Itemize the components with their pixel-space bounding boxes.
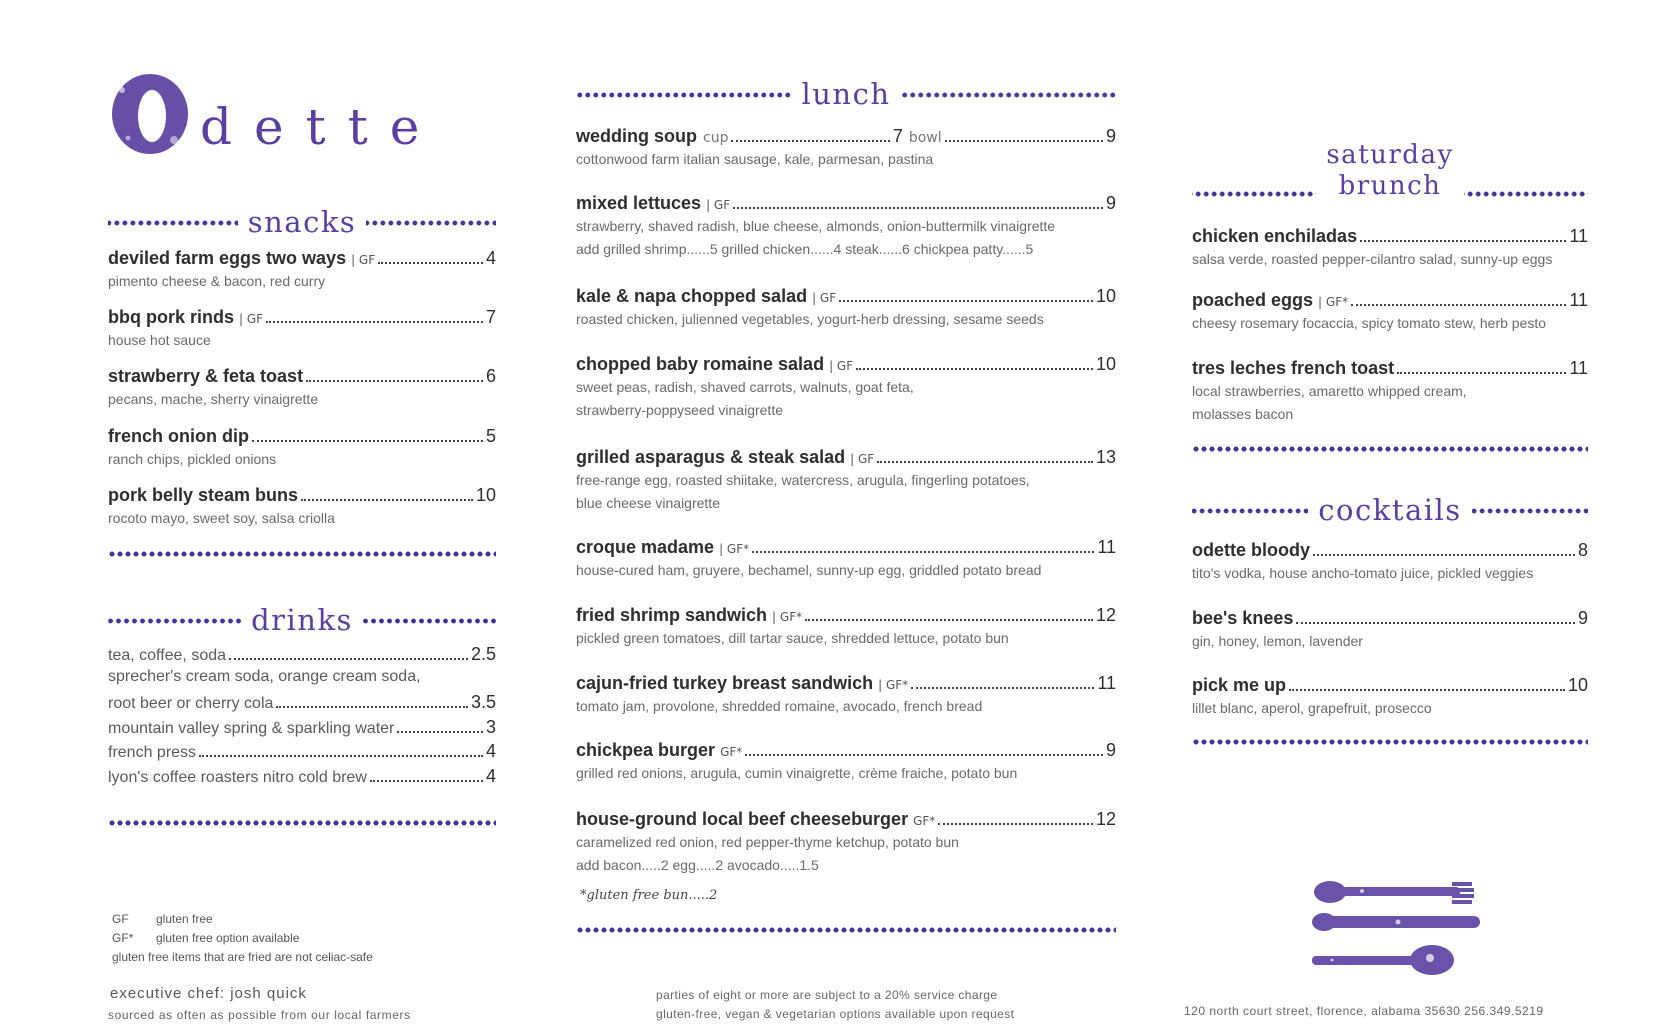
- menu-item-line: [576, 809, 1116, 830]
- menu-item-line: [108, 248, 496, 269]
- menu-item: [576, 605, 1116, 649]
- drink-name: french press: [108, 744, 197, 761]
- dot-leader: [839, 300, 1093, 302]
- item-name: wedding soup: [576, 126, 697, 146]
- item-name: french onion dip: [108, 426, 249, 446]
- legend-fried-note: gluten free items that are fried are not celiac-safe: [112, 950, 373, 964]
- dot-divider: [366, 220, 496, 226]
- menu-item-line: [576, 286, 1116, 307]
- dot-divider: [1192, 191, 1316, 197]
- lunch-title: lunch: [801, 77, 891, 111]
- menu-item: [576, 447, 1116, 514]
- item-price: 11: [1097, 537, 1116, 557]
- dot-leader: [911, 687, 1094, 689]
- brunch-header: [1192, 140, 1588, 202]
- item-description: sweet peas, radish, shaved carrots, walnuts, goat feta,: [576, 379, 914, 395]
- item-description: house-cured ham, gruyere, bechamel, sunny-up egg, griddled potato bread: [576, 562, 1042, 578]
- item-price: 10: [1095, 354, 1116, 374]
- drink-item: [108, 741, 496, 762]
- item-description-extra: add grilled shrimp......5 grilled chicken......4 steak......6 chickpea patty......5: [576, 241, 1034, 257]
- menu-item: [1192, 358, 1588, 425]
- address-phone: 120 north court street, florence, alabama 35630 256.349.5219: [1184, 1004, 1544, 1018]
- cocktails-title: cocktails: [1318, 493, 1462, 527]
- dot-divider: [576, 92, 791, 98]
- brunch-title-line1: saturday: [1326, 140, 1454, 170]
- drink-name: tea, coffee, soda: [108, 647, 227, 664]
- dot-leader: [856, 368, 1093, 370]
- item-name: house-ground local beef cheeseburger: [576, 809, 909, 829]
- item-description: tomato jam, provolone, shredded romaine, avocado, french bread: [576, 698, 983, 714]
- menu-item: [108, 307, 496, 351]
- item-price: 4: [485, 248, 496, 268]
- dot-leader: [306, 380, 483, 382]
- dot-leader: [938, 823, 1093, 825]
- drink-line: [108, 741, 496, 762]
- menu-item-line: [576, 354, 1116, 375]
- item-price: 11: [1097, 673, 1116, 693]
- item-description-extra: molasses bacon: [1192, 406, 1294, 422]
- gf-badge: | GF: [351, 253, 376, 267]
- menu-item-line: [576, 447, 1116, 468]
- dot-leader: [1289, 689, 1565, 691]
- drink-name: mountain valley spring & sparkling water: [108, 720, 395, 737]
- drinks-title: drinks: [251, 603, 353, 637]
- item-price: 6: [485, 366, 496, 386]
- drink-name: sprecher's cream soda, orange cream soda,: [108, 668, 421, 685]
- sourced-note: sourced as often as possible from our local farmers: [108, 1008, 411, 1022]
- gf-badge: | GF*: [772, 610, 803, 624]
- item-name: tres leches french toast: [1192, 358, 1395, 378]
- cup-label: cup: [703, 130, 729, 146]
- drink-price: 4: [485, 741, 496, 761]
- menu-item: [1192, 675, 1588, 719]
- menu-item: [1192, 290, 1588, 334]
- dot-divider: [1464, 191, 1588, 197]
- menu-item: [1192, 226, 1588, 270]
- menu-item: [576, 673, 1116, 717]
- menu-item-line: [576, 673, 1116, 694]
- dot-leader: [752, 551, 1094, 553]
- menu-item: [576, 740, 1116, 784]
- menu-item-line: [576, 126, 1116, 147]
- item-price: 13: [1095, 447, 1116, 467]
- service-notes: [656, 986, 1014, 1024]
- item-description: roasted chicken, julienned vegetables, yogurt-herb dressing, sesame seeds: [576, 311, 1044, 327]
- cocktails-divider: [1192, 739, 1588, 745]
- item-price: 11: [1569, 226, 1588, 246]
- dietary-options-note: gluten-free, vegan & vegetarian options available upon request: [656, 1007, 1015, 1021]
- item-name: cajun-fried turkey breast sandwich: [576, 673, 874, 693]
- dot-leader: [378, 262, 483, 264]
- service-charge-note: parties of eight or more are subject to a 20% service charge: [656, 988, 998, 1002]
- item-name: pork belly steam buns: [108, 485, 299, 505]
- snacks-title: snacks: [247, 205, 357, 239]
- item-description-extra: add bacon.....2 egg.....2 avocado.....1.5: [576, 857, 819, 873]
- dot-divider: [108, 220, 238, 226]
- item-price: 9: [1577, 608, 1588, 628]
- legend-gfo-key: GF*: [112, 931, 134, 945]
- gf-badge: | GF: [829, 359, 854, 373]
- item-name: poached eggs: [1192, 290, 1314, 310]
- drink-item: [108, 692, 496, 713]
- menu-item-line: [1192, 540, 1588, 561]
- item-name: chicken enchiladas: [1192, 226, 1358, 246]
- item-name: mixed lettuces: [576, 193, 702, 213]
- dot-leader: [301, 499, 473, 501]
- menu-item-line: [1192, 358, 1588, 379]
- dot-leader: [370, 780, 483, 782]
- item-description: ranch chips, pickled onions: [108, 451, 277, 467]
- cocktails-header: [1192, 493, 1588, 527]
- legend-gf-text: gluten free: [156, 912, 213, 926]
- dot-leader: [252, 440, 483, 442]
- menu-item-line: [576, 537, 1116, 558]
- dot-leader: [805, 619, 1093, 621]
- gf-badge: | GF*: [878, 678, 909, 692]
- item-description: pecans, mache, sherry vinaigrette: [108, 391, 319, 407]
- brunch-title-line2: brunch: [1338, 171, 1442, 202]
- gf-badge: | GF: [812, 291, 837, 305]
- item-description: rocoto mayo, sweet soy, salsa criolla: [108, 510, 335, 526]
- item-name: bee's knees: [1192, 608, 1294, 628]
- menu-item: [576, 809, 1116, 876]
- drink-line: [108, 668, 496, 686]
- menu-item-line: [108, 426, 496, 447]
- dot-leader: [877, 461, 1093, 463]
- menu-item-line: [108, 485, 496, 506]
- utensils-stamp-icon: [1302, 868, 1490, 980]
- gf-badge: | GF*: [1318, 295, 1349, 309]
- dot-divider: [108, 618, 241, 624]
- gluten-legend: [112, 910, 373, 967]
- menu-item: [576, 126, 1116, 170]
- gf-badge: GF*: [720, 745, 743, 759]
- menu-item: [108, 426, 496, 470]
- item-name: odette bloody: [1192, 540, 1310, 560]
- item-description: lillet blanc, aperol, grapefruit, prosecco: [1192, 700, 1432, 716]
- dot-divider: [1192, 508, 1308, 514]
- item-name: strawberry & feta toast: [108, 366, 304, 386]
- gf-badge: GF*: [913, 814, 936, 828]
- item-price: 9: [1105, 193, 1116, 213]
- drink-price: 2.5: [470, 644, 496, 664]
- lunch-divider: [576, 927, 1116, 933]
- gf-badge: | GF*: [719, 542, 750, 556]
- item-price: 11: [1569, 290, 1588, 310]
- item-name: fried shrimp sandwich: [576, 605, 768, 625]
- dot-leader: [1296, 622, 1575, 624]
- menu-item-line: [1192, 675, 1588, 696]
- item-price: 8: [1577, 540, 1588, 560]
- item-description-extra: blue cheese vinaigrette: [576, 495, 720, 511]
- item-description: strawberry, shaved radish, blue cheese, almonds, onion-buttermilk vinaigrette: [576, 218, 1056, 234]
- menu-item-line: [576, 740, 1116, 761]
- dot-leader: [1313, 554, 1575, 556]
- item-description: gin, honey, lemon, lavender: [1192, 633, 1363, 649]
- menu-item-line: [576, 605, 1116, 626]
- item-description: house hot sauce: [108, 332, 211, 348]
- drink-item: [108, 644, 496, 665]
- item-name: deviled farm eggs two ways: [108, 248, 347, 268]
- gf-badge: | GF: [850, 452, 875, 466]
- snacks-header: [108, 205, 496, 239]
- menu-item: [1192, 540, 1588, 584]
- item-description: cheesy rosemary focaccia, spicy tomato stew, herb pesto: [1192, 315, 1547, 331]
- menu-item-line: [1192, 226, 1588, 247]
- item-description: caramelized red onion, red pepper-thyme ketchup, potato bun: [576, 834, 959, 850]
- item-price: 5: [485, 426, 496, 446]
- item-price: 9: [1105, 740, 1116, 760]
- item-name: grilled asparagus & steak salad: [576, 447, 846, 467]
- dot-leader: [1360, 240, 1566, 242]
- item-name: pick me up: [1192, 675, 1287, 695]
- brunch-title: [1326, 140, 1453, 202]
- menu-item: [1192, 608, 1588, 652]
- item-name: croque madame: [576, 537, 715, 557]
- item-price: 9: [1106, 126, 1117, 146]
- drink-line: [108, 692, 496, 713]
- drink-line: [108, 644, 496, 665]
- item-price: 12: [1095, 809, 1116, 829]
- item-name: chopped baby romaine salad: [576, 354, 825, 374]
- dot-divider: [1472, 508, 1588, 514]
- dot-leader: [733, 207, 1103, 209]
- drink-name: lyon's coffee roasters nitro cold brew: [108, 769, 367, 786]
- item-price: 12: [1095, 605, 1116, 625]
- drink-item: [108, 766, 496, 787]
- dot-leader: [745, 754, 1103, 756]
- menu-item: [108, 485, 496, 529]
- executive-chef: executive chef: josh quick: [110, 985, 307, 1002]
- item-description: grilled red onions, arugula, cumin vinaigrette, crème fraiche, potato bun: [576, 765, 1018, 781]
- dot-leader: [1351, 304, 1566, 306]
- menu-item: [108, 248, 496, 292]
- legend-gfo-text: gluten free option available: [156, 931, 300, 945]
- drink-price: 3: [485, 717, 496, 737]
- menu-item: [108, 366, 496, 410]
- lunch-header: [576, 77, 1116, 111]
- item-price: 10: [1095, 286, 1116, 306]
- drink-line: [108, 766, 496, 787]
- item-name: kale & napa chopped salad: [576, 286, 808, 306]
- gf-bun-note: *gluten free bun.....2: [580, 888, 718, 903]
- drink-item: [108, 717, 496, 738]
- menu-item-line: [1192, 290, 1588, 311]
- gf-badge: | GF: [239, 312, 264, 326]
- dot-divider: [363, 618, 496, 624]
- drink-name: root beer or cherry cola: [108, 695, 274, 712]
- menu-item: [576, 354, 1116, 421]
- logo-wordmark: dette: [200, 98, 442, 156]
- drink-line: [108, 717, 496, 738]
- drink-price: 3.5: [470, 692, 496, 712]
- item-description: local strawberries, amaretto whipped cream,: [1192, 383, 1467, 399]
- menu-item: [576, 193, 1116, 260]
- snacks-divider: [108, 551, 496, 557]
- drink-item: [108, 668, 496, 686]
- gf-badge: | GF: [706, 198, 731, 212]
- brunch-divider: [1192, 446, 1588, 452]
- dot-leader: [1397, 372, 1566, 374]
- item-description: pickled green tomatoes, dill tartar sauce, shredded lettuce, potato bun: [576, 630, 1009, 646]
- dot-leader: [266, 321, 483, 323]
- menu-item-line: [576, 193, 1116, 214]
- odette-logo: [108, 66, 441, 158]
- item-price: 11: [1569, 358, 1588, 378]
- menu-item: [576, 537, 1116, 581]
- drinks-divider: [108, 820, 496, 826]
- item-price: 7: [485, 307, 496, 327]
- legend-gf-key: GF: [112, 912, 129, 926]
- dot-leader: [276, 706, 468, 708]
- bowl-label: bowl: [908, 130, 942, 146]
- drinks-header: [108, 603, 496, 637]
- item-price: 10: [475, 485, 496, 505]
- dot-divider: [901, 92, 1116, 98]
- dot-leader: [229, 658, 468, 660]
- item-description: pimento cheese & bacon, red curry: [108, 273, 326, 289]
- menu-item-line: [1192, 608, 1588, 629]
- dot-leader: [397, 731, 483, 733]
- item-description: free-range egg, roasted shiitake, watercress, arugula, fingerling potatoes,: [576, 472, 1030, 488]
- cup-price: 7: [892, 126, 903, 146]
- item-description: tito's vodka, house ancho-tomato juice, pickled veggies: [1192, 565, 1534, 581]
- item-name: bbq pork rinds: [108, 307, 234, 327]
- item-description: cottonwood farm italian sausage, kale, parmesan, pastina: [576, 151, 934, 167]
- menu-item-line: [108, 366, 496, 387]
- drink-price: 4: [485, 766, 496, 786]
- dot-leader: [945, 140, 1103, 142]
- item-price: 10: [1567, 675, 1588, 695]
- item-description-extra: strawberry-poppyseed vinaigrette: [576, 402, 783, 418]
- dot-leader: [731, 140, 889, 142]
- dot-leader: [199, 755, 483, 757]
- menu-item: [576, 286, 1116, 330]
- item-description: salsa verde, roasted pepper-cilantro salad, sunny-up eggs: [1192, 251, 1553, 267]
- item-name: chickpea burger: [576, 740, 716, 760]
- logo-o-icon: [108, 70, 192, 158]
- menu-item-line: [108, 307, 496, 328]
